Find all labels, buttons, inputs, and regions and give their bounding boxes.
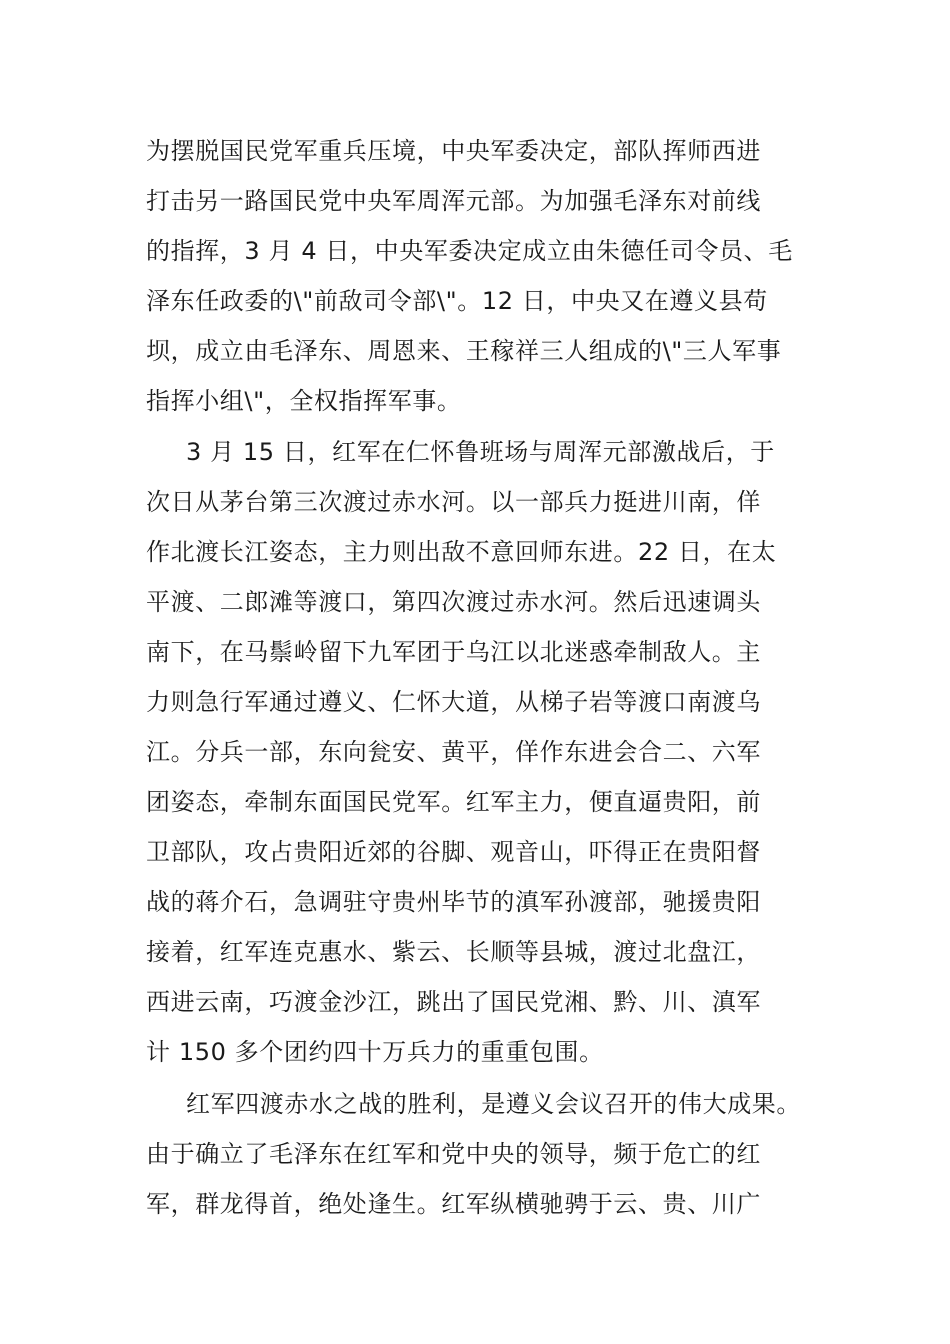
paragraph-2-line-12: 西进云南，巧渡金沙江，跳出了国民党湘、黔、川、滇军 [146, 988, 761, 1016]
paragraph-2-line-7: 江。分兵一部，东向瓮安、黄平，佯作东进会合二、六军 [146, 738, 761, 766]
paragraph-2-line-10: 战的蒋介石，急调驻守贵州毕节的滇军孙渡部，驰援贵阳 [146, 888, 761, 916]
paragraph-1-line-1: 为摆脱国民党军重兵压境，中央军委决定，部队挥师西进 [146, 137, 761, 165]
paragraph-2-line-11: 接着，红军连克惠水、紫云、长顺等县城，渡过北盘江， [146, 938, 761, 966]
paragraph-1-line-5: 坝，成立由毛泽东、周恩来、王稼祥三人组成的\"三人军事 [146, 337, 782, 365]
paragraph-2-line-4: 平渡、二郎滩等渡口，第四次渡过赤水河。然后迅速调头 [146, 588, 761, 616]
paragraph-2-line-6: 力则急行军通过遵义、仁怀大道，从梯子岩等渡口南渡乌 [146, 688, 761, 716]
paragraph-2-line-3: 作北渡长江姿态，主力则出敌不意回师东进。22 日，在太 [146, 538, 777, 566]
paragraph-2-line-9: 卫部队，攻占贵阳近郊的谷脚、观音山，吓得正在贵阳督 [146, 838, 761, 866]
paragraph-3-line-3: 军，群龙得首，绝处逢生。红军纵横驰骋于云、贵、川广 [146, 1190, 761, 1218]
paragraph-2-line-13: 计 150 多个团约四十万兵力的重重包围。 [146, 1038, 604, 1066]
paragraph-1-line-3: 的指挥，3 月 4 日，中央军委决定成立由朱德任司令员、毛 [146, 237, 793, 265]
paragraph-3-line-1: 红军四渡赤水之战的胜利，是遵义会议召开的伟大成果。 [186, 1090, 801, 1118]
paragraph-2-line-2: 次日从茅台第三次渡过赤水河。以一部兵力挺进川南，佯 [146, 488, 761, 516]
paragraph-2-line-5: 南下，在马鬃岭留下九军团于乌江以北迷惑牵制敌人。主 [146, 638, 761, 666]
paragraph-3-line-2: 由于确立了毛泽东在红军和党中央的领导，频于危亡的红 [146, 1140, 761, 1168]
paragraph-1-line-6: 指挥小组\"，全权指挥军事。 [146, 387, 462, 415]
paragraph-1-line-4: 泽东任政委的\"前敌司令部\"。12 日，中央又在遵义县苟 [146, 287, 768, 315]
paragraph-1-line-2: 打击另一路国民党中央军周浑元部。为加强毛泽东对前线 [146, 187, 761, 215]
paragraph-2-line-1: 3 月 15 日，红军在仁怀鲁班场与周浑元部激战后，于 [186, 438, 775, 466]
paragraph-2-line-8: 团姿态，牵制东面国民党军。红军主力，便直逼贵阳，前 [146, 788, 761, 816]
